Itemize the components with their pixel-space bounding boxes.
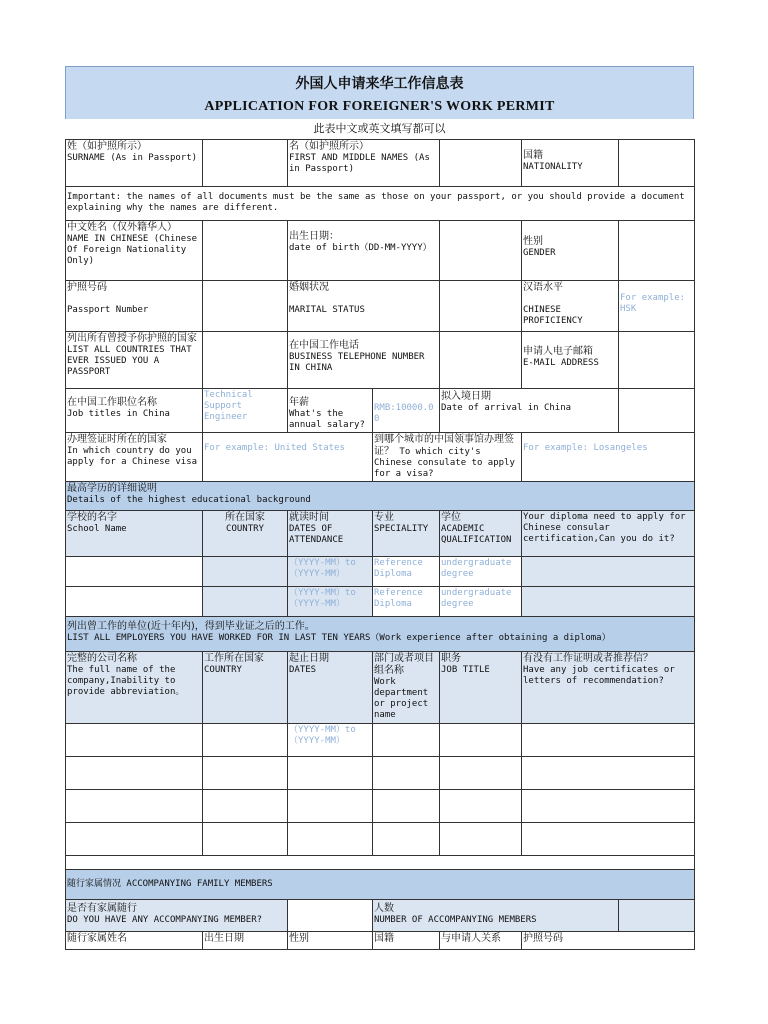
consulate-field[interactable]: For example: Losangeles (522, 433, 695, 482)
chinese-proficiency-label: 汉语水平 CHINESE PROFICIENCY (522, 281, 619, 332)
emp-cert-field[interactable] (522, 757, 695, 790)
edu-degree-field[interactable]: undergraduate degree (440, 587, 522, 617)
firstname-label: 名（如护照所示） FIRST AND MIDDLE NAMES (As in Passport) (288, 140, 440, 187)
nationality-label: 国籍 NATIONALITY (522, 140, 619, 187)
emp-dates-field[interactable] (288, 790, 373, 823)
family-col-relation: 与申请人关系 (440, 932, 522, 950)
edu-school-field[interactable] (66, 557, 203, 587)
emp-country-field[interactable] (203, 823, 288, 856)
passport-countries-field[interactable] (203, 332, 288, 389)
spacer-row (66, 856, 695, 870)
family-count-label: 人数 NUMBER OF ACCOMPANYING MEMBERS (373, 900, 619, 932)
form-subtitle: 此表中文或英文填写都可以 (313, 122, 446, 135)
phone-field[interactable] (440, 332, 522, 389)
emp-company-header: 完整的公司名称 The full name of the company,Inability to provide abbreviation。 (66, 652, 203, 724)
edu-speciality-field[interactable]: Reference Diploma (373, 557, 440, 587)
family-col-passport: 护照号码 (522, 932, 695, 950)
gender-field[interactable] (619, 221, 695, 281)
visa-country-field[interactable]: For example: United States (203, 433, 373, 482)
emp-dates-field[interactable] (288, 823, 373, 856)
emp-jobtitle-field[interactable] (440, 757, 522, 790)
employment-section-title: 列出曾工作的单位(近十年内)，得到毕业证之后的工作。 LIST ALL EMPLOYERS YOU HAVE WORKED FOR IN LAST TEN YEARS（Work experience after obtaining a diploma） (66, 617, 695, 652)
edu-country-field[interactable] (203, 587, 288, 617)
edu-school-header: 学校的名字 School Name (66, 511, 203, 557)
emp-dept-header: 部门或者项目组名称 Work department or project name (373, 652, 440, 724)
edu-degree-field[interactable]: undergraduate degree (440, 557, 522, 587)
education-section-title: 最高学历的详细说明 Details of the highest educational background (66, 482, 695, 511)
surname-label: 姓（如护照所示） SURNAME (As in Passport) (66, 140, 203, 187)
marital-field[interactable] (440, 281, 522, 332)
emp-company-field[interactable] (66, 790, 203, 823)
important-note: Important: the names of all documents must be the same as those on your passport, or you should provide a document explaining why the names are different. (66, 187, 695, 221)
form-header (65, 66, 694, 119)
nationality-field[interactable] (619, 140, 695, 187)
emp-dept-field[interactable] (373, 823, 440, 856)
passport-countries-label: 列出所有曾授予你护照的国家 LIST ALL COUNTRIES THAT EVER ISSUED YOU A PASSPORT (66, 332, 203, 389)
surname-field[interactable] (203, 140, 288, 187)
salary-field[interactable]: RMB:10000.00 (373, 389, 440, 433)
emp-cert-field[interactable] (522, 790, 695, 823)
family-col-gender: 性别 (288, 932, 373, 950)
edu-note-field[interactable] (522, 557, 695, 587)
emp-country-field[interactable] (203, 790, 288, 823)
form-title-cn: 外国人申请来华工作信息表 (295, 76, 464, 92)
phone-label: 在中国工作电话 BUSINESS TELEPHONE NUMBER IN CHINA (288, 332, 440, 389)
emp-company-field[interactable] (66, 757, 203, 790)
marital-label: 婚姻状况 MARITAL STATUS (288, 281, 440, 332)
edu-dates-field[interactable]: （YYYY-MM）to（YYYY-MM） (288, 587, 373, 617)
form-title-en: APPLICATION FOR FOREIGNER'S WORK PERMIT (204, 99, 555, 114)
firstname-field[interactable] (440, 140, 522, 187)
passport-field[interactable] (203, 281, 288, 332)
emp-dates-field[interactable] (288, 757, 373, 790)
edu-country-field[interactable] (203, 557, 288, 587)
job-title-field[interactable]: Technical Support Engineer (203, 389, 288, 433)
edu-speciality-field[interactable]: Reference Diploma (373, 587, 440, 617)
edu-degree-header: 学位 ACADEMIC QUALIFICATION (440, 511, 522, 557)
emp-jobtitle-field[interactable] (440, 724, 522, 757)
emp-country-field[interactable] (203, 724, 288, 757)
emp-cert-field[interactable] (522, 724, 695, 757)
family-has-field[interactable] (288, 900, 373, 932)
consulate-label: 到哪个城市的中国领事馆办理签证？ To which city's Chinese consulate to apply for a visa? (373, 433, 522, 482)
family-col-name: 随行家属姓名 (66, 932, 203, 950)
edu-note-field[interactable] (522, 587, 695, 617)
emp-dept-field[interactable] (373, 757, 440, 790)
chinese-proficiency-field[interactable]: For example: HSK (619, 281, 695, 332)
family-col-dob: 出生日期 (203, 932, 288, 950)
passport-label: 护照号码 Passport Number (66, 281, 203, 332)
emp-country-header: 工作所在国家 COUNTRY (203, 652, 288, 724)
emp-dept-field[interactable] (373, 724, 440, 757)
edu-dates-header: 就读时间 DATES OF ATTENDANCE (288, 511, 373, 557)
dob-label: 出生日期： date of birth（DD-MM-YYYY） (288, 221, 440, 281)
dob-field[interactable] (440, 221, 522, 281)
edu-dates-field[interactable]: （YYYY-MM）to（YYYY-MM） (288, 557, 373, 587)
emp-cert-field[interactable] (522, 823, 695, 856)
emp-dates-field[interactable]: （YYYY-MM）to（YYYY-MM） (288, 724, 373, 757)
edu-speciality-header: 专业 SPECIALITY (373, 511, 440, 557)
gender-label: 性别 GENDER (522, 221, 619, 281)
job-title-label: 在中国工作职位名称 Job titles in China (66, 389, 203, 433)
emp-company-field[interactable] (66, 823, 203, 856)
salary-label: 年薪 What's the annual salary? (288, 389, 373, 433)
emp-cert-header: 有没有工作证明或者推荐信？ Have any job certificates or letters of recommendation? (522, 652, 695, 724)
edu-note-header: Your diploma need to apply for Chinese consular certification,Can you do it? (522, 511, 695, 557)
chinese-name-label: 中文姓名（仅外籍华人） NAME IN CHINESE (Chinese Of Foreign Nationality Only) (66, 221, 203, 281)
arrival-label: 拟入境日期 Date of arrival in China (440, 389, 619, 433)
email-label: 申请人电子邮箱 E-MAIL ADDRESS (522, 332, 619, 389)
edu-school-field[interactable] (66, 587, 203, 617)
emp-dept-field[interactable] (373, 790, 440, 823)
email-field[interactable] (619, 332, 695, 389)
emp-jobtitle-field[interactable] (440, 790, 522, 823)
emp-jobtitle-field[interactable] (440, 823, 522, 856)
application-form (65, 66, 694, 950)
family-col-nationality: 国籍 (373, 932, 440, 950)
form-table (65, 139, 695, 950)
family-count-field[interactable] (619, 900, 695, 932)
emp-country-field[interactable] (203, 757, 288, 790)
emp-dates-header: 起止日期 DATES (288, 652, 373, 724)
chinese-name-field[interactable] (203, 221, 288, 281)
visa-country-label: 办理签证时所在的国家 In which country do you apply for a Chinese visa (66, 433, 203, 482)
emp-company-field[interactable] (66, 724, 203, 757)
family-has-label: 是否有家属随行 DO YOU HAVE ANY ACCOMPANYING MEMBER? (66, 900, 288, 932)
emp-jobtitle-header: 职务 JOB TITLE (440, 652, 522, 724)
family-section-title: 随行家属情况 ACCOMPANYING FAMILY MEMBERS (66, 870, 695, 900)
edu-country-header: 所在国家 COUNTRY (203, 511, 288, 557)
arrival-field[interactable] (619, 389, 695, 433)
